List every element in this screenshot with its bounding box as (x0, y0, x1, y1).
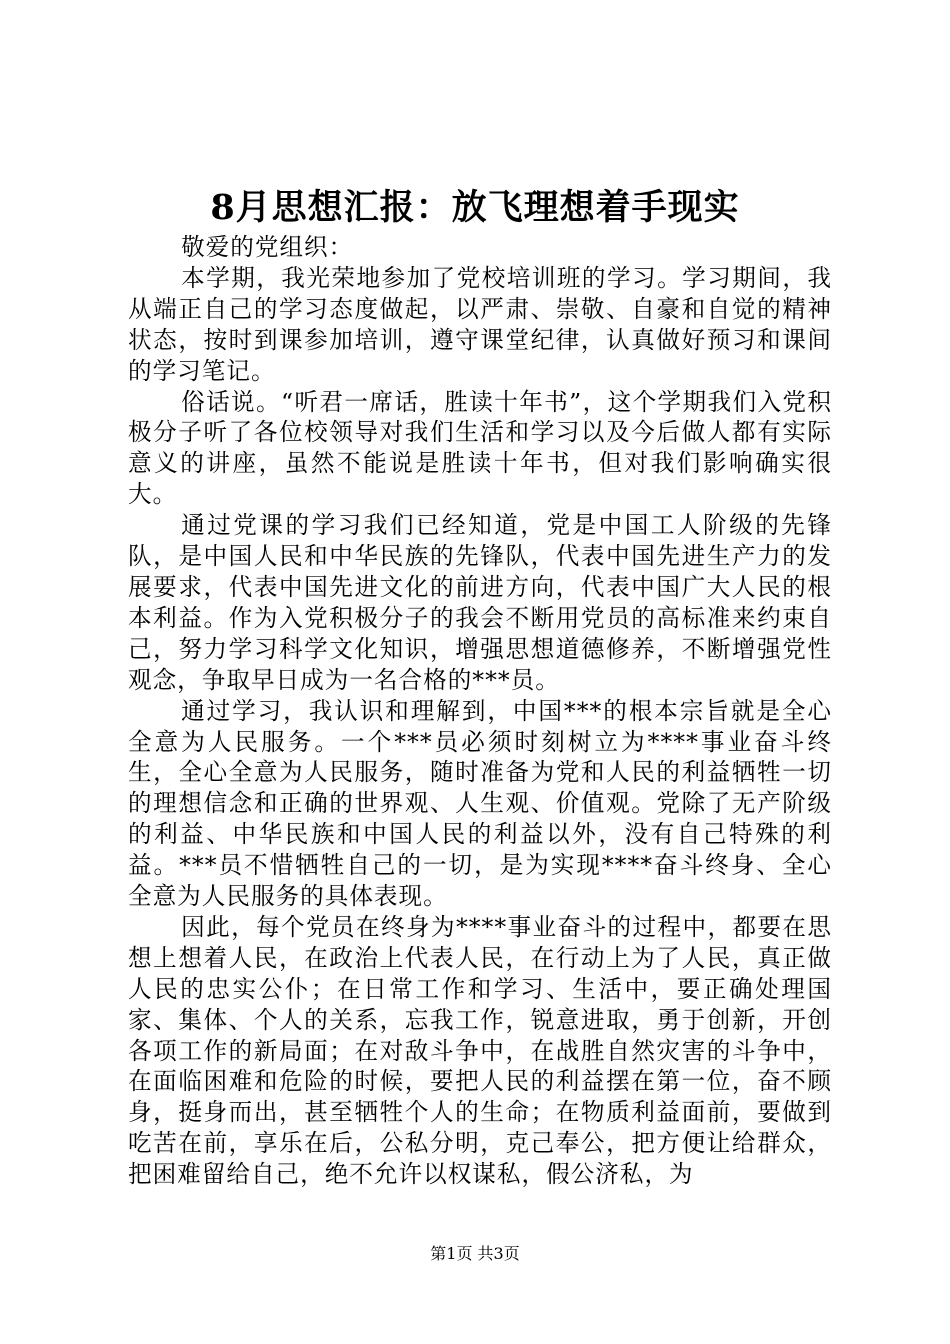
paragraph-3: 通过党课的学习我们已经知道，党是中国工人阶级的先锋队，是中国人民和中华民族的先锋队，代表中国先进生产力的发展要求，代表中国先进文化的前进方向，代表中国广大人民的根本利益。作为入党积极分子的我会不断用党员的高标准来约束自己，努力学习科学文化知识，增强思想道德修养，不断增强党性观念，争取早日成为一名合格的***员。 (128, 511, 832, 694)
paragraph-4: 通过学习，我认识和理解到，中国***的根本宗旨就是全心全意为人民服务。一个***员必须时刻树立为****事业奋斗终生，全心全意为人民服务，随时准备为党和人民的利益牺牲一切的理想信念和正确的世界观、人生观、价值观。党除了无产阶级的利益、中华民族和中国人民的利益以外，没有自己特殊的利益。***员不惜牺牲自己的一切，是为实现****奋斗终身、全心全意为人民服务的具体表现。 (128, 696, 832, 911)
document-body (128, 232, 832, 1190)
page-number: 第1页 共3页 (430, 1244, 520, 1263)
salutation: 敬爱的党组织： (181, 233, 354, 261)
document-title: 8月思想汇报：放飞理想着手现实 (210, 187, 740, 228)
paragraph-2: 俗话说。“听君一席话，胜读十年书”，这个学期我们入党积极分子听了各位校领导对我们生活和学习以及今后做人都有实际意义的讲座，虽然不能说是胜读十年书，但对我们影响确实很大。 (128, 387, 832, 509)
paragraph-1: 本学期，我光荣地参加了党校培训班的学习。学习期间，我从端正自己的学习态度做起，以严肃、崇敬、自豪和自觉的精神状态，按时到课参加培训，遵守课堂纪律，认真做好预习和课间的学习笔记。 (128, 263, 832, 385)
paragraph-5: 因此，每个党员在终身为****事业奋斗的过程中，都要在思想上想着人民，在政治上代表人民，在行动上为了人民，真正做人民的忠实公仆；在日常工作和学习、生活中，要正确处理国家、集体、个人的关系，忘我工作，锐意进取，勇于创新，开创各项工作的新局面；在对敌斗争中，在战胜自然灾害的斗争中，在面临困难和危险的时候，要把人民的利益摆在第一位，奋不顾身，挺身而出，甚至牺牲个人的生命；在物质利益面前，要做到吃苦在前，享乐在后，公私分明，克己奉公，把方便让给群众，把困难留给自己，绝不允许以权谋私，假公济私，为 (128, 912, 832, 1189)
